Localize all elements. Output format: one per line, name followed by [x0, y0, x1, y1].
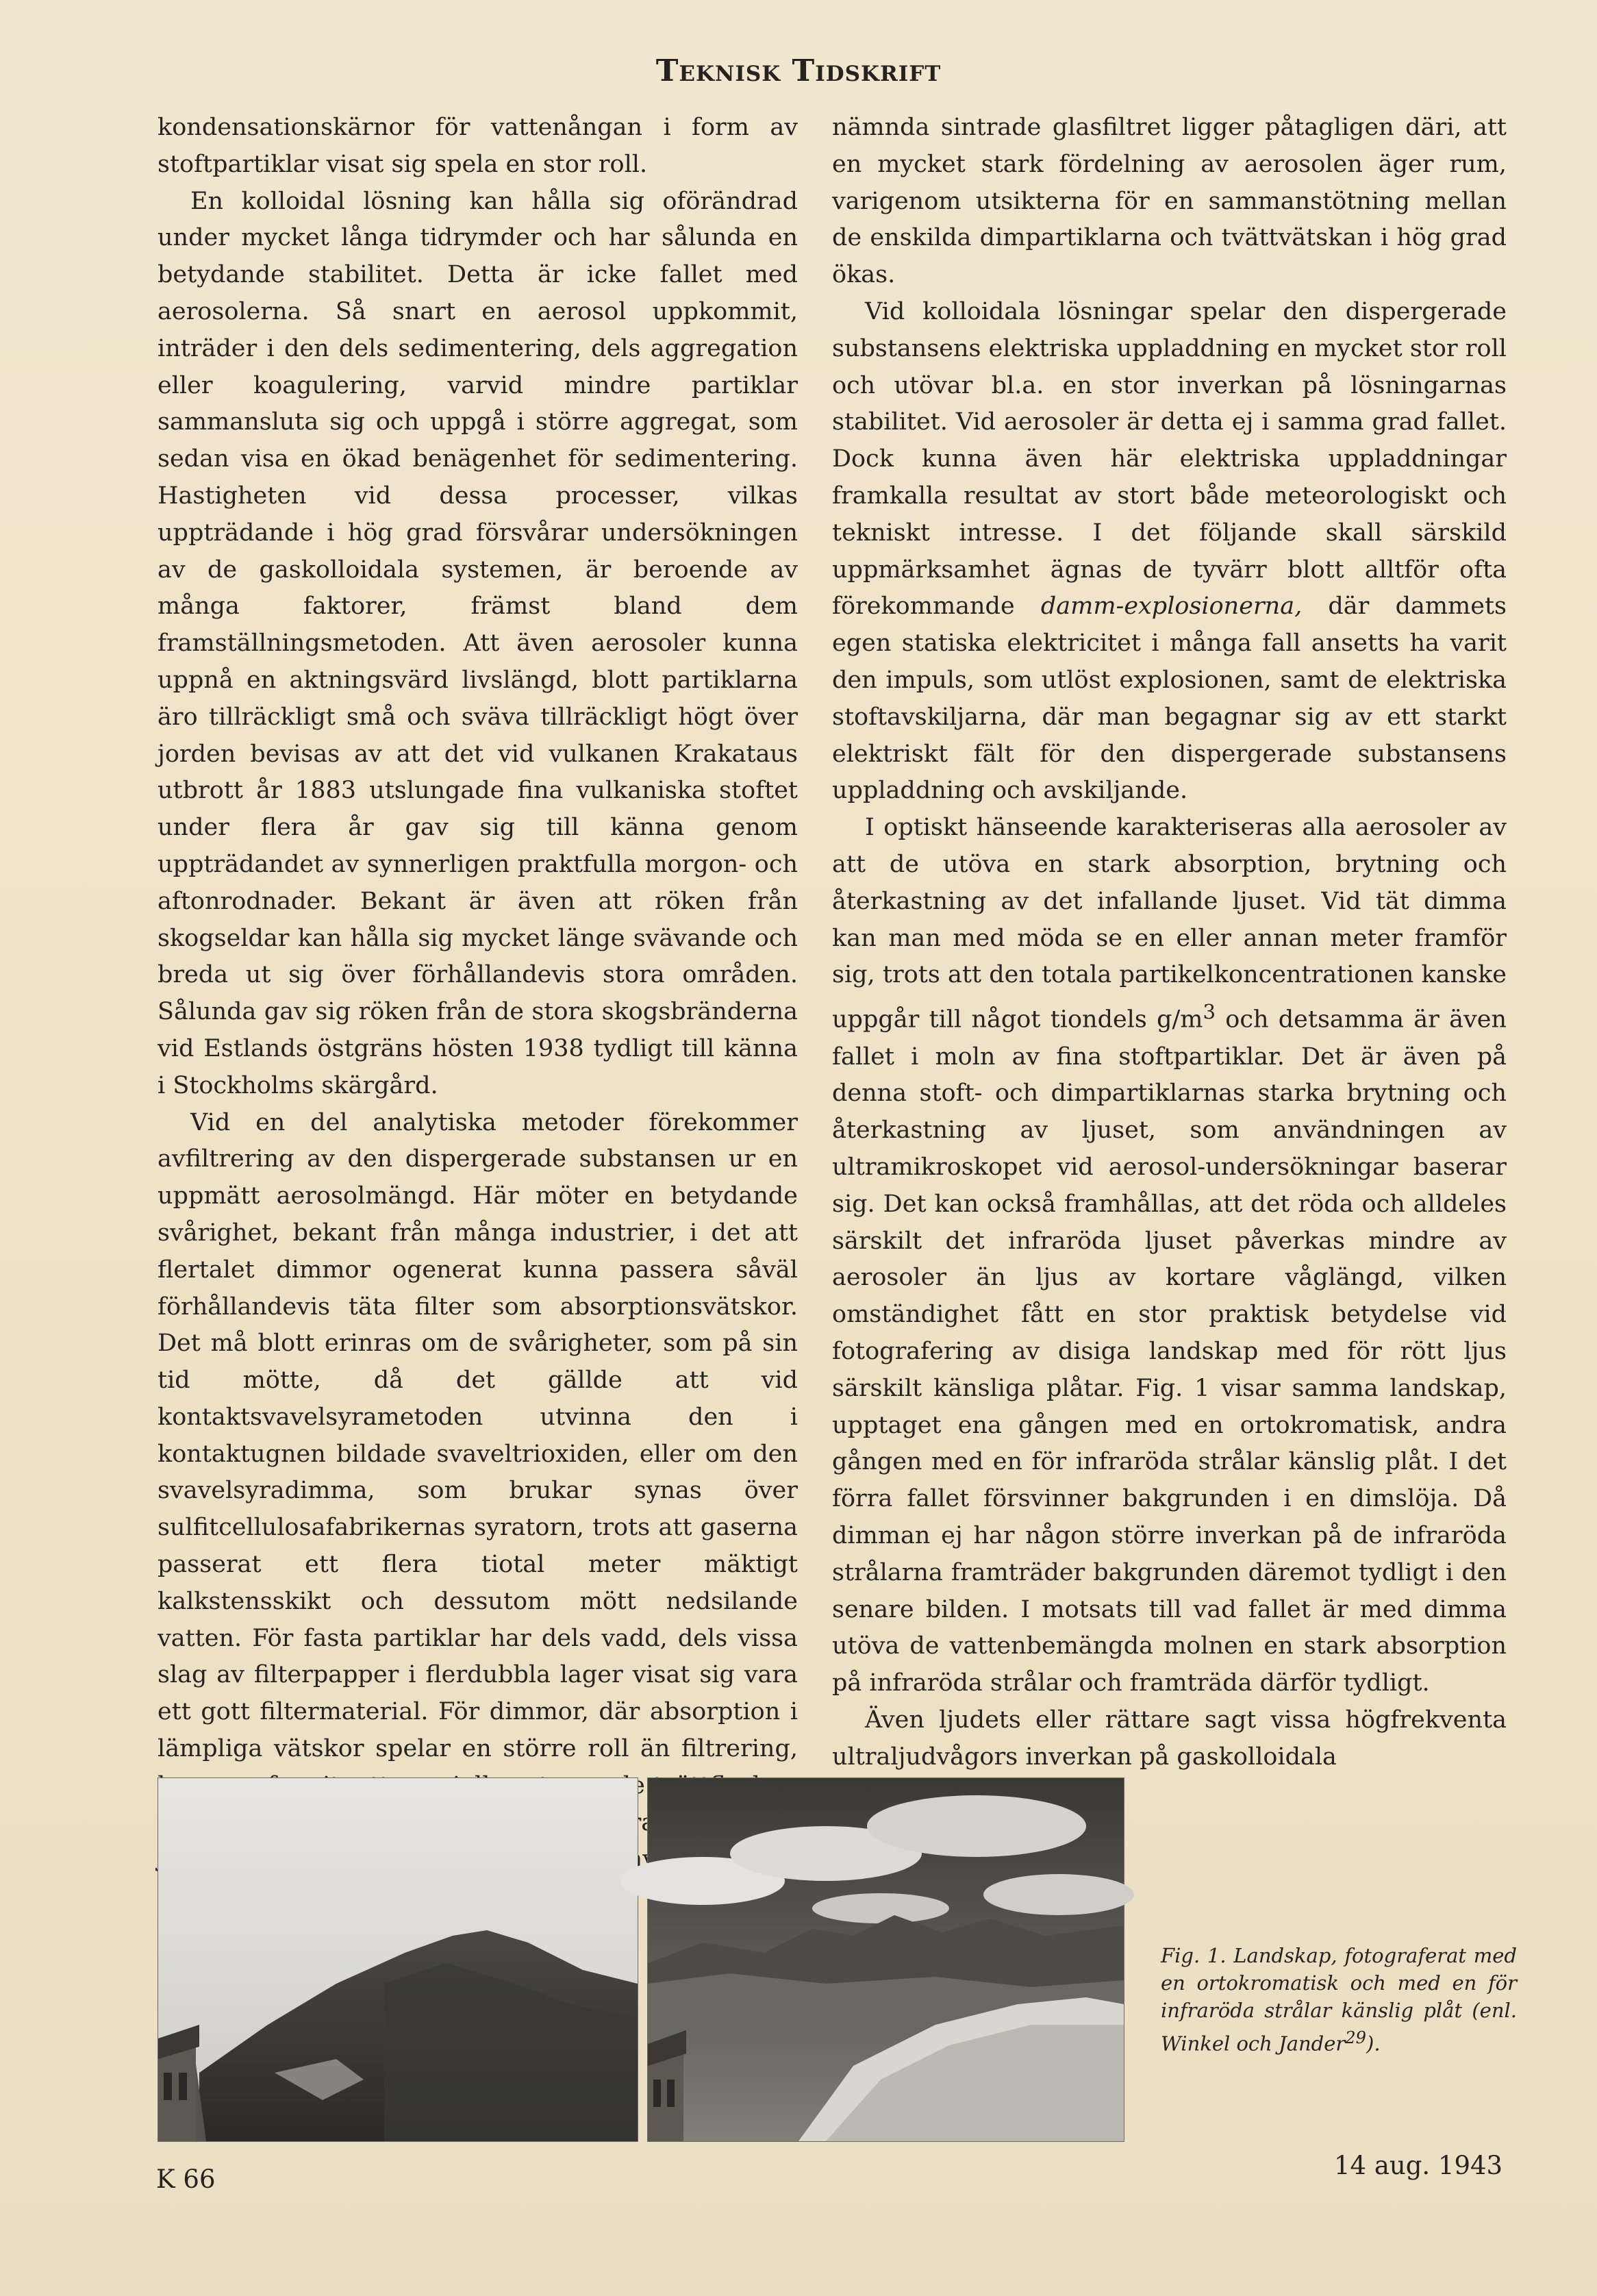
journal-header: Teknisk Tidskrift: [655, 53, 942, 88]
superscript-3: 3: [1203, 1000, 1216, 1024]
right-column: [832, 110, 1507, 1771]
figure-caption-end: ).: [1366, 2032, 1381, 2056]
emphasis-dammexplosionerna: damm-explosionerna,: [1040, 592, 1303, 621]
page-number: K 66: [156, 2164, 216, 2194]
figure-caption-text: Fig. 1. Landskap, fotograferat med en ortokromatisk och med en för infraröda strålar känslig plåt (enl. Winkel och Jander: [1161, 1944, 1517, 2056]
figure-caption-ref: 29: [1345, 2028, 1367, 2047]
right-paragraph-1: nämnda sintrade glasfiltret ligger påtagligen däri, att en mycket stark fördelning av aerosolen äger rum, varigenom utsikterna för en sammanstötning mellan de enskilda dimpartiklarna och tvättvätskan i hög grad ökas.: [832, 114, 1507, 289]
right-paragraph-2-tail: där dammets egen statiska elektricitet i många fall ansetts ha varit den impuls, som utlöst explosionen, samt de elektriska stoftavskiljarna, där man begagnar sig av ett starkt elektriskt fält för den dispergerade substansens uppladdning och avskiljande.: [832, 592, 1507, 805]
left-column: [158, 110, 798, 1873]
right-paragraph-3-text: I optiskt hänseende karakteriseras alla aerosoler av att de utöva en stark absorption, brytning och återkastning av det infallande ljuset. Vid tät dimma kan man med möda se en eller annan meter framför sig, trots att den totala partikelkoncentrationen kanske uppgår till något tiondels g/m: [832, 814, 1507, 1034]
right-paragraph-3-tail: och detsamma är även fallet i moln av fina stoftpartiklar. Det är även på denna stoft- och dimpartiklarnas starka brytning och återkastning av ljuset, som användningen av ultramikroskopet vid aerosol-undersökningar baserar sig. Det kan också framhållas, att det röda och alldeles särskilt det infraröda ljuset påverkas mindre av aerosoler än ljus av kortare våglängd, vilken omständighet fått en stor praktisk betydelse vid fotografering av disiga landskap med för rött ljus särskilt känsliga plåtar. Fig. 1 visar samma landskap, upptaget ena gången med en ortokromatisk, andra gången med en för infraröda strålar känslig plåt. I det förra fallet försvinner bakgrunden i en dimslöja. Då dimman ej har någon större inverkan på de infraröda strålarna framträder bakgrunden däremot tydligt i den senare bilden. I motsats till vad fallet är med dimma utöva de vattenbemängda molnen en stark absorption på infraröda strålar och framträda därför tydligt.: [832, 1006, 1507, 1697]
left-paragraph-3: Vid en del analytiska metoder förekommer avfiltrering av den dispergerade substansen ur en uppmätt aerosolmängd. Här möter en betydande svårighet, bekant från många industrier, i det att flertalet dimmor ogenerat kunna passera såväl förhållandevis täta filter som absorptionsvätskor. Det må blott erinras om de svårigheter, som på sin tid mötte, då det gällde att vid kontaktsvavelsyrametoden utvinna den i kontaktugnen bildade svaveltrioxiden, eller om den svavelsyradimma, som brukar synas över sulfitcellulosafabrikernas syratorn, trots att gaserna passerat ett flera tiotal meter mäktigt kalkstensskikt och dessutom mött nedsilande vatten. För fasta partiklar har dels vadd, dels vissa slag av filterpapper i flerdubbla lager visat sig vara ett gott filtermaterial. För dimmor, där absorption i lämpliga vätskor spelar en större roll än filtrering, av: [158, 1108, 798, 1873]
right-paragraph-2-text: Vid kolloidala lösningar spelar den dispergerade substansens elektriska uppladdning en mycket stor roll och utövar bl.a. en stor inverkan på lösningarnas stabilitet. Vid aerosoler är detta ej i samma grad fallet. Dock kunna även här elektriska uppladdningar framkalla resultat av stort både meteorologiskt och tekniskt intresse. I det följande skall särskild uppmärksamhet ägnas de tyvärr blott alltför ofta förekommande: [832, 297, 1507, 621]
issue-date: 14 aug. 1943: [1334, 2151, 1503, 2180]
right-paragraph-3: [832, 810, 1507, 1702]
figure-photo-orthochromatic: [158, 1777, 638, 2142]
right-paragraph-4: Även ljudets eller rättare sagt vissa högfrekventa ultraljudvågors inverkan på gaskolloidala: [832, 1706, 1507, 1771]
figure-photo-infrared: [647, 1777, 1124, 2142]
left-paragraph-1: kondensationskärnor för vattenångan i form av stoftpartiklar visat sig spela en stor roll.: [158, 114, 798, 178]
right-paragraph-2: [832, 294, 1507, 810]
figure-caption: [1161, 1942, 1517, 2058]
left-paragraph-2: En kolloidal lösning kan hålla sig oförändrad under mycket långa tidrymder och har sålunda en betydande stabilitet. Detta är icke fallet med aerosolerna. Så snart en aerosol uppkommit, inträder i den dels sedimentering, dels aggregation eller koagulering, varvid mindre partiklar sammansluta sig och uppgå i större aggregat, som sedan visa en ökad benägenhet för sedimentering. Hastigheten vid dessa processer, vilkas uppträdande i hög grad försvårar undersökningen av de gaskolloidala systemen, är beroende av många faktorer, främst bland dem framställningsmetoden. Att även aerosoler kunna uppnå en aktningsvärd livslängd, blott partiklarna äro tillräckligt små och sväva tillräckligt högt över jorden bevisas av att det vid vulkanen Krakataus utbrott år 1883 utslungade fina vulkaniska stoftet under flera år gav sig till känna genom uppträdandet av synnerligen praktfulla morgon- och aftonrodnader. Bekant är även att röken från skogseldar kan hålla sig mycket länge svävande och breda ut sig över förhållandevis stora områden. Sålunda gav sig röken från de stora skogsbränderna vid Estlands östgräns hösten 1938 tydligt till känna i Stockholms skärgård.: [158, 187, 798, 1099]
